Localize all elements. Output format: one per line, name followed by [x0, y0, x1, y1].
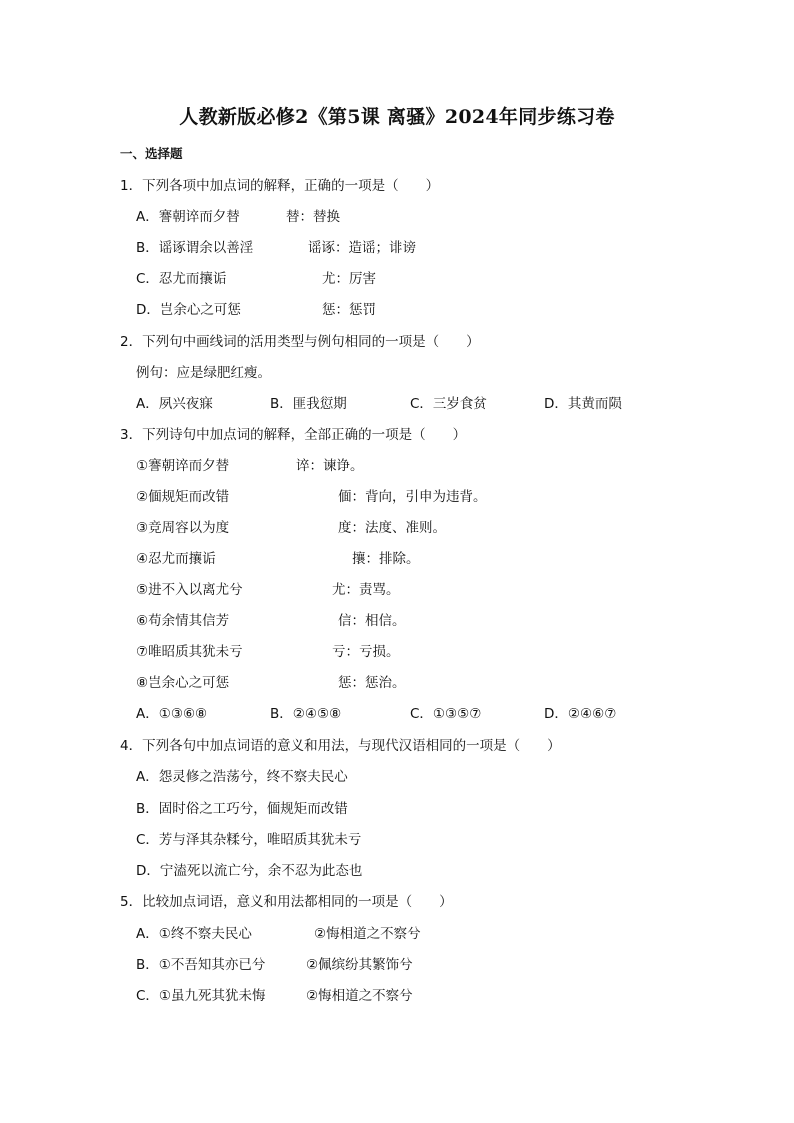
q1-option-a: A．謇朝谇而夕替 替：替换 [136, 209, 340, 225]
q3-choice-b: B．②④⑤⑧ [270, 706, 342, 722]
question-2-stem: 2．下列句中画线词的活用类型与例句相同的一项是（ ） [120, 334, 480, 350]
q5-option-b: B．①不吾知其亦已兮 ②佩缤纷其繁饰兮 [136, 957, 413, 973]
question-5-stem: 5．比较加点词语，意义和用法都相同的一项是（ ） [120, 894, 453, 910]
q4-option-b: B．固时俗之工巧兮，偭规矩而改错 [136, 801, 348, 817]
q3-choice-d: D．②④⑥⑦ [544, 706, 617, 722]
q3-item-4: ④忍尤而攘诟 攘：排除。 [136, 551, 420, 567]
q2-choice-b: B．匪我愆期 [270, 396, 347, 412]
q3-item-2: ②偭规矩而改错 偭：背向，引申为违背。 [136, 489, 487, 505]
q4-option-d: D．宁溘死以流亡兮，余不忍为此态也 [136, 863, 363, 879]
q3-item-6: ⑥苟余情其信芳 信：相信。 [136, 613, 406, 629]
q3-choice-c: C．①③⑤⑦ [410, 706, 482, 722]
q3-item-3: ③竞周容以为度 度：法度、准则。 [136, 520, 446, 536]
q2-choice-c: C．三岁食贫 [410, 396, 487, 412]
section-heading: 一、选择题 [120, 146, 183, 161]
q5-option-c: C．①虽九死其犹未悔 ②悔相道之不察兮 [136, 988, 413, 1004]
question-1-stem: 1．下列各项中加点词的解释，正确的一项是（ ） [120, 178, 440, 194]
q4-option-c: C．芳与泽其杂糅兮，唯昭质其犹未亏 [136, 832, 362, 848]
page-title: 人教新版必修2《第5课 离骚》2024年同步练习卷 [179, 106, 615, 128]
q2-choice-a: A．夙兴夜寐 [136, 396, 213, 412]
q3-item-7: ⑦唯昭质其犹未亏 亏：亏损。 [136, 644, 400, 660]
q2-choice-d: D．其黄而陨 [544, 396, 622, 412]
q1-option-c: C．忍尤而攘诟 尤：厉害 [136, 271, 376, 287]
q2-example: 例句：应是绿肥红瘦。 [136, 365, 271, 381]
q4-option-a: A．怨灵修之浩荡兮，终不察夫民心 [136, 769, 348, 785]
q3-choice-a: A．①③⑥⑧ [136, 706, 208, 722]
q3-item-8: ⑧岂余心之可惩 惩：惩治。 [136, 675, 406, 691]
q3-item-1: ①謇朝谇而夕替 谇：谏诤。 [136, 458, 364, 474]
q5-option-a: A．①终不察夫民心 ②悔相道之不察兮 [136, 926, 421, 942]
q1-option-b: B．谣诼谓余以善淫 谣诼：造谣；诽谤 [136, 240, 416, 256]
question-3-stem: 3．下列诗句中加点词的解释，全部正确的一项是（ ） [120, 427, 467, 443]
q1-option-d: D．岂余心之可惩 惩：惩罚 [136, 302, 376, 318]
question-4-stem: 4．下列各句中加点词语的意义和用法，与现代汉语相同的一项是（ ） [120, 738, 561, 754]
q3-item-5: ⑤进不入以离尤兮 尤：责骂。 [136, 582, 400, 598]
